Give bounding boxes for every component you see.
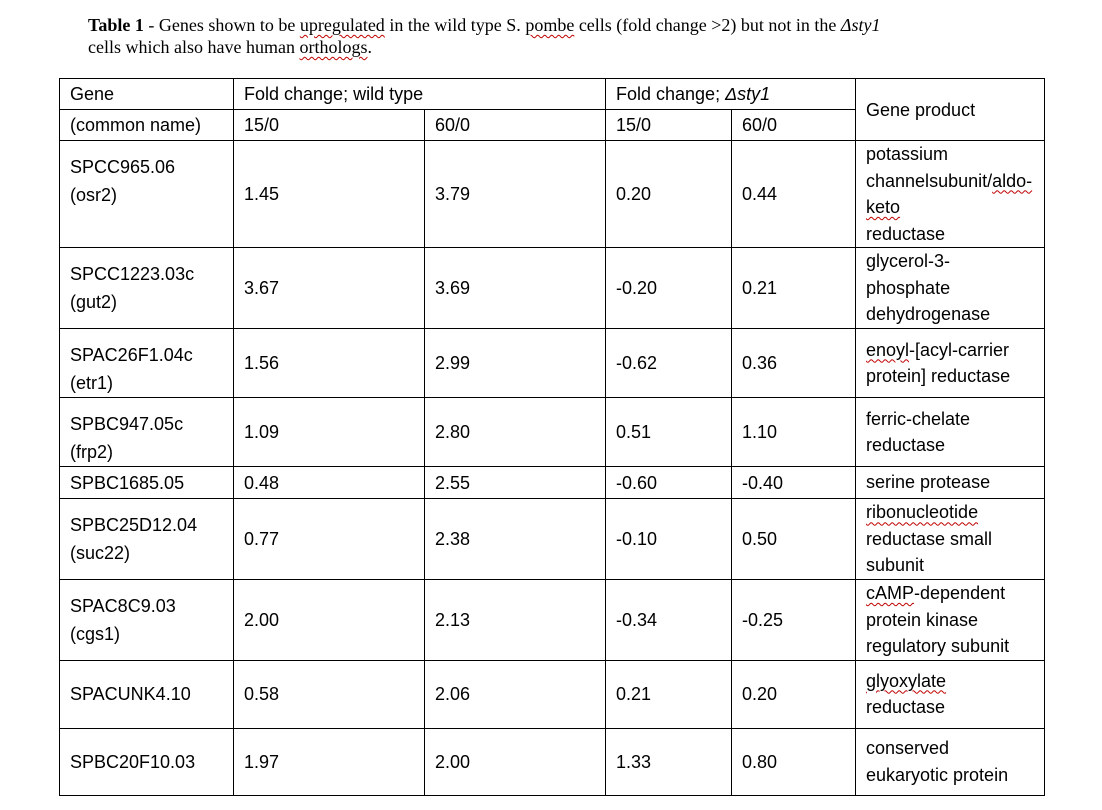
caption-text: cells (fold change >2) but not in the [574, 15, 841, 35]
header-row-1 [60, 79, 1045, 110]
gene-cell [60, 580, 234, 661]
fold-change-wt-15: 0.58 [234, 660, 425, 728]
table-row [60, 248, 1045, 329]
gene-product-cell [856, 660, 1045, 728]
caption-text: - Genes shown to be [143, 15, 300, 35]
fold-change-wt-15: 1.97 [234, 728, 425, 795]
gene-cell [60, 141, 234, 248]
header-gene: Gene [60, 79, 234, 110]
gene-product-text: dehydrogenase [866, 304, 991, 325]
gene-cell [60, 660, 234, 728]
gene-id: SPBC25D12.04 [70, 515, 198, 535]
caption-word-upregulated: upregulated [299, 15, 385, 35]
caption-text: . [367, 37, 372, 57]
table-row [60, 398, 1045, 467]
gene-product-text: subunit/ [929, 170, 993, 191]
gene-product-text: ribonucleotide [866, 502, 979, 523]
fold-change-sty1-60: 0.44 [732, 141, 856, 248]
gene-product-text: aldo-keto [866, 170, 1033, 217]
fold-change-sty1-15: -0.34 [606, 580, 732, 661]
gene-product-text: serine protease [866, 472, 991, 493]
gene-id: SPBC1685.05 [70, 472, 185, 493]
fold-change-sty1-60: 0.20 [732, 660, 856, 728]
gene-product-text: glycerol-3- [866, 251, 951, 272]
fold-change-sty1-15: 0.20 [606, 141, 732, 248]
gene-product-cell [856, 728, 1045, 795]
gene-common-name: (etr1) [70, 373, 114, 393]
fold-change-wt-60: 2.80 [425, 398, 606, 467]
gene-cell [60, 467, 234, 499]
fold-change-wt-15: 1.09 [234, 398, 425, 467]
header-sty1-15-0: 15/0 [606, 110, 732, 141]
caption-word-orthologs: orthologs [299, 37, 368, 57]
gene-id: SPCC965.06 [70, 157, 176, 177]
gene-product-cell [856, 329, 1045, 398]
header-gene-product: Gene product [856, 79, 1045, 141]
gene-product-cell [856, 398, 1045, 467]
gene-id: SPAC26F1.04c [70, 345, 193, 365]
gene-product-text: eukaryotic protein [866, 764, 1009, 785]
fold-change-sty1-60: 0.80 [732, 728, 856, 795]
caption-word-pombe: pombe [525, 15, 575, 35]
gene-product-text: reductase [866, 697, 946, 717]
fold-change-sty1-60: -0.25 [732, 580, 856, 661]
gene-common-name: (cgs1) [70, 624, 121, 644]
header-fold-change-prefix: Fold change; [616, 84, 726, 104]
fold-change-wt-15: 3.67 [234, 248, 425, 329]
fold-change-sty1-15: -0.60 [606, 467, 732, 499]
gene-id: SPCC1223.03c [70, 264, 195, 284]
fold-change-wt-60: 3.79 [425, 141, 606, 248]
header-wt-15-0: 15/0 [234, 110, 425, 141]
gene-product-text: regulatory subunit [866, 636, 1010, 656]
fold-change-sty1-60: -0.40 [732, 467, 856, 499]
fold-change-wt-60: 2.00 [425, 728, 606, 795]
fold-change-sty1-60: 0.50 [732, 499, 856, 580]
header-sty1-label: Δsty1 [725, 84, 771, 104]
gene-product-text: protein kinase [866, 609, 979, 630]
header-wt-60-0: 60/0 [425, 110, 606, 141]
gene-product-text: reductase small [866, 528, 993, 549]
header-sty1-60-0: 60/0 [732, 110, 856, 141]
gene-product-cell [856, 141, 1045, 248]
gene-cell [60, 398, 234, 467]
fold-change-wt-60: 2.13 [425, 580, 606, 661]
fold-change-wt-15: 1.56 [234, 329, 425, 398]
fold-change-sty1-60: 0.36 [732, 329, 856, 398]
gene-common-name: (osr2) [70, 185, 118, 205]
gene-product-text: reductase [866, 223, 946, 244]
gene-cell [60, 499, 234, 580]
gene-product-cell [856, 467, 1045, 499]
gene-product-text: potassium channel [866, 144, 949, 191]
fold-change-wt-15: 0.77 [234, 499, 425, 580]
fold-change-wt-60: 2.06 [425, 660, 606, 728]
fold-change-sty1-15: -0.10 [606, 499, 732, 580]
gene-product-text: conserved [866, 738, 950, 758]
fold-change-sty1-60: 1.10 [732, 398, 856, 467]
table-row [60, 467, 1045, 499]
gene-id: SPBC947.05c [70, 414, 184, 434]
gene-product-text: -[acyl-carrier [909, 339, 1010, 360]
table-row [60, 580, 1045, 661]
caption-text: in the wild type S. [384, 15, 526, 35]
fold-change-sty1-60: 0.21 [732, 248, 856, 329]
table-caption [88, 14, 1048, 58]
gene-cell [60, 248, 234, 329]
gene-cell [60, 329, 234, 398]
fold-change-wt-60: 2.38 [425, 499, 606, 580]
gene-common-name: (suc22) [70, 543, 131, 563]
gene-product-text: -dependent [914, 583, 1006, 603]
gene-product-cell [856, 499, 1045, 580]
gene-product-text: glyoxylate [866, 670, 947, 691]
caption-word-sty1: Δsty1 [840, 15, 881, 35]
fold-change-wt-60: 2.55 [425, 467, 606, 499]
gene-product-text: phosphate [866, 277, 951, 298]
table-body [60, 79, 1045, 796]
gene-id: SPBC20F10.03 [70, 751, 196, 772]
header-fold-change-sty1 [606, 79, 856, 110]
fold-change-sty1-15: 1.33 [606, 728, 732, 795]
fold-change-sty1-15: 0.51 [606, 398, 732, 467]
fold-change-wt-15: 0.48 [234, 467, 425, 499]
fold-change-wt-15: 2.00 [234, 580, 425, 661]
table-row [60, 329, 1045, 398]
table-row [60, 660, 1045, 728]
gene-common-name: (frp2) [70, 442, 114, 462]
fold-change-sty1-15: 0.21 [606, 660, 732, 728]
gene-product-text: enoyl [866, 339, 910, 360]
gene-cell [60, 728, 234, 795]
fold-change-sty1-15: -0.20 [606, 248, 732, 329]
fold-change-wt-60: 3.69 [425, 248, 606, 329]
gene-product-text: ferric-chelate [866, 408, 971, 429]
gene-product-cell [856, 580, 1045, 661]
gene-product-text: reductase [866, 435, 946, 455]
header-common-name: (common name) [60, 110, 234, 141]
caption-text: cells which also have human [88, 37, 300, 57]
gene-common-name: (gut2) [70, 292, 118, 312]
gene-product-text: protein] reductase [866, 366, 1011, 386]
gene-product-text: cAMP [866, 583, 915, 603]
table-row [60, 728, 1045, 795]
caption-label: Table 1 [88, 15, 144, 35]
gene-product-cell [856, 248, 1045, 329]
header-fold-change-wild-type: Fold change; wild type [234, 79, 606, 110]
gene-id: SPACUNK4.10 [70, 684, 191, 704]
table-row [60, 499, 1045, 580]
fold-change-wt-60: 2.99 [425, 329, 606, 398]
fold-change-sty1-15: -0.62 [606, 329, 732, 398]
gene-id: SPAC8C9.03 [70, 596, 176, 616]
genes-table [59, 78, 1045, 796]
fold-change-wt-15: 1.45 [234, 141, 425, 248]
table-row [60, 141, 1045, 248]
gene-product-text: subunit [866, 555, 925, 576]
